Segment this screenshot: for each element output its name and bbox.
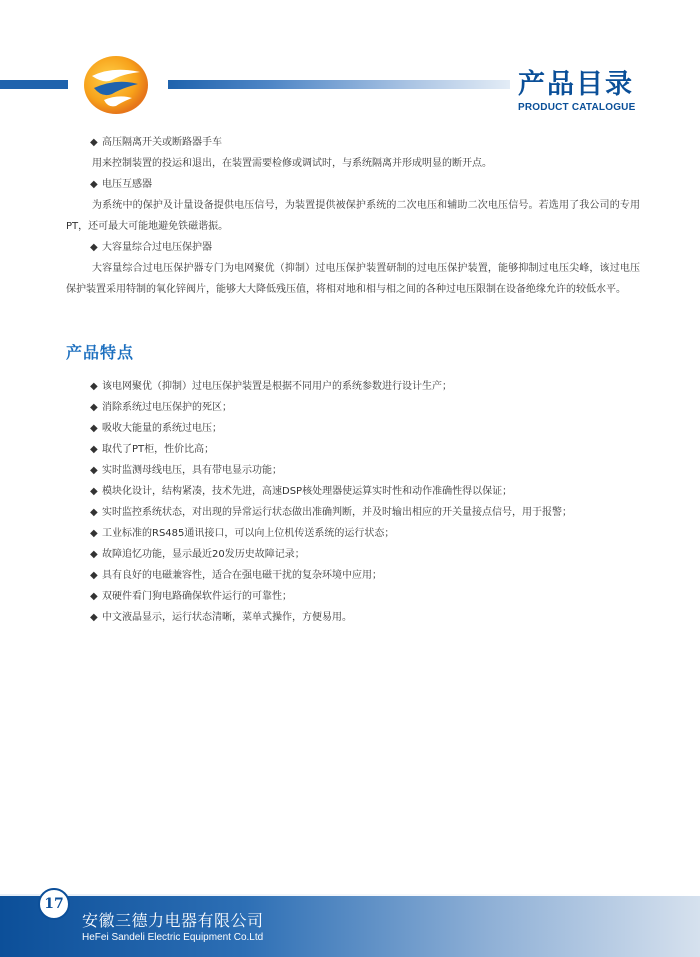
intro-heading: ◆ 高压隔离开关或断路器手车 xyxy=(66,132,640,153)
feature-item: ◆ 工业标准的RS485通讯接口，可以向上位机传送系统的运行状态； xyxy=(90,523,650,544)
feature-item: ◆ 双硬件看门狗电路确保软件运行的可靠性； xyxy=(90,586,650,607)
feature-item: ◆ 实时监测母线电压，具有带电显示功能； xyxy=(90,460,650,481)
feature-item: ◆ 取代了PT柜，性价比高； xyxy=(90,439,650,460)
feature-item: ◆ 故障追忆功能，显示最近20发历史故障记录； xyxy=(90,544,650,565)
feature-item: ◆ 吸收大能量的系统过电压； xyxy=(90,418,650,439)
company-name-en: HeFei Sandeli Electric Equipment Co.Ltd xyxy=(82,932,264,943)
intro-paragraph: 用来控制装置的投运和退出，在装置需要检修或调试时，与系统隔离并形成明显的断开点。 xyxy=(92,158,492,169)
features-list xyxy=(90,376,650,628)
diamond-bullet-icon: ◆ xyxy=(90,465,98,476)
intro-paragraph: 为系统中的保护及计量设备提供电压信号，为装置提供被保护系统的二次电压和辅助二次电压信号。若选用了我公司的专用PT，还可最大可能地避免铁磁谐振。 xyxy=(66,200,640,232)
catalog-subtitle: PRODUCT CATALOGUE xyxy=(518,102,636,113)
diamond-bullet-icon: ◆ xyxy=(90,612,98,623)
company-logo-icon xyxy=(82,54,150,116)
feature-item: ◆ 该电网聚优（抑制）过电压保护装置是根据不同用户的系统参数进行设计生产； xyxy=(90,376,650,397)
features-section-title: 产品特点 xyxy=(66,343,135,362)
intro-heading: ◆ 大容量综合过电压保护器 xyxy=(66,237,640,258)
feature-item: ◆ 具有良好的电磁兼容性，适合在强电磁干扰的复杂环境中应用； xyxy=(90,565,650,586)
feature-item: ◆ 模块化设计，结构紧凑，技术先进，高速DSP核处理器使运算实时性和动作准确性得以保证； xyxy=(90,481,650,502)
company-name-cn: 安徽三德力电器有限公司 xyxy=(82,911,264,930)
intro-content xyxy=(66,132,640,300)
diamond-bullet-icon: ◆ xyxy=(90,381,98,392)
diamond-bullet-icon: ◆ xyxy=(90,549,98,560)
diamond-bullet-icon: ◆ xyxy=(90,242,98,253)
diamond-bullet-icon: ◆ xyxy=(90,402,98,413)
feature-item: ◆ 中文液晶显示，运行状态清晰，菜单式操作，方便易用。 xyxy=(90,607,650,628)
header-bar-left xyxy=(0,80,68,89)
diamond-bullet-icon: ◆ xyxy=(90,570,98,581)
diamond-bullet-icon: ◆ xyxy=(90,507,98,518)
diamond-bullet-icon: ◆ xyxy=(90,444,98,455)
feature-item: ◆ 实时监控系统状态，对出现的异常运行状态做出准确判断，并及时输出相应的开关量接点信号，用于报警； xyxy=(90,502,650,523)
feature-item: ◆ 消除系统过电压保护的死区； xyxy=(90,397,650,418)
intro-paragraph: 大容量综合过电压保护器专门为电网聚优（抑制）过电压保护装置研制的过电压保护装置，能够抑制过电压尖峰，该过电压保护装置采用特制的氧化锌阀片，能够大大降低残压值，将相对地和相与相之间的各种过电压限制在设备绝缘允许的较低水平。 xyxy=(66,263,640,295)
diamond-bullet-icon: ◆ xyxy=(90,179,98,190)
diamond-bullet-icon: ◆ xyxy=(90,423,98,434)
diamond-bullet-icon: ◆ xyxy=(90,137,98,148)
page-number-badge: 17 xyxy=(38,888,70,920)
diamond-bullet-icon: ◆ xyxy=(90,528,98,539)
catalog-title: 产品目录 xyxy=(518,69,634,100)
diamond-bullet-icon: ◆ xyxy=(90,591,98,602)
header-bar-right xyxy=(168,80,510,89)
intro-heading: ◆ 电压互感器 xyxy=(66,174,640,195)
diamond-bullet-icon: ◆ xyxy=(90,486,98,497)
